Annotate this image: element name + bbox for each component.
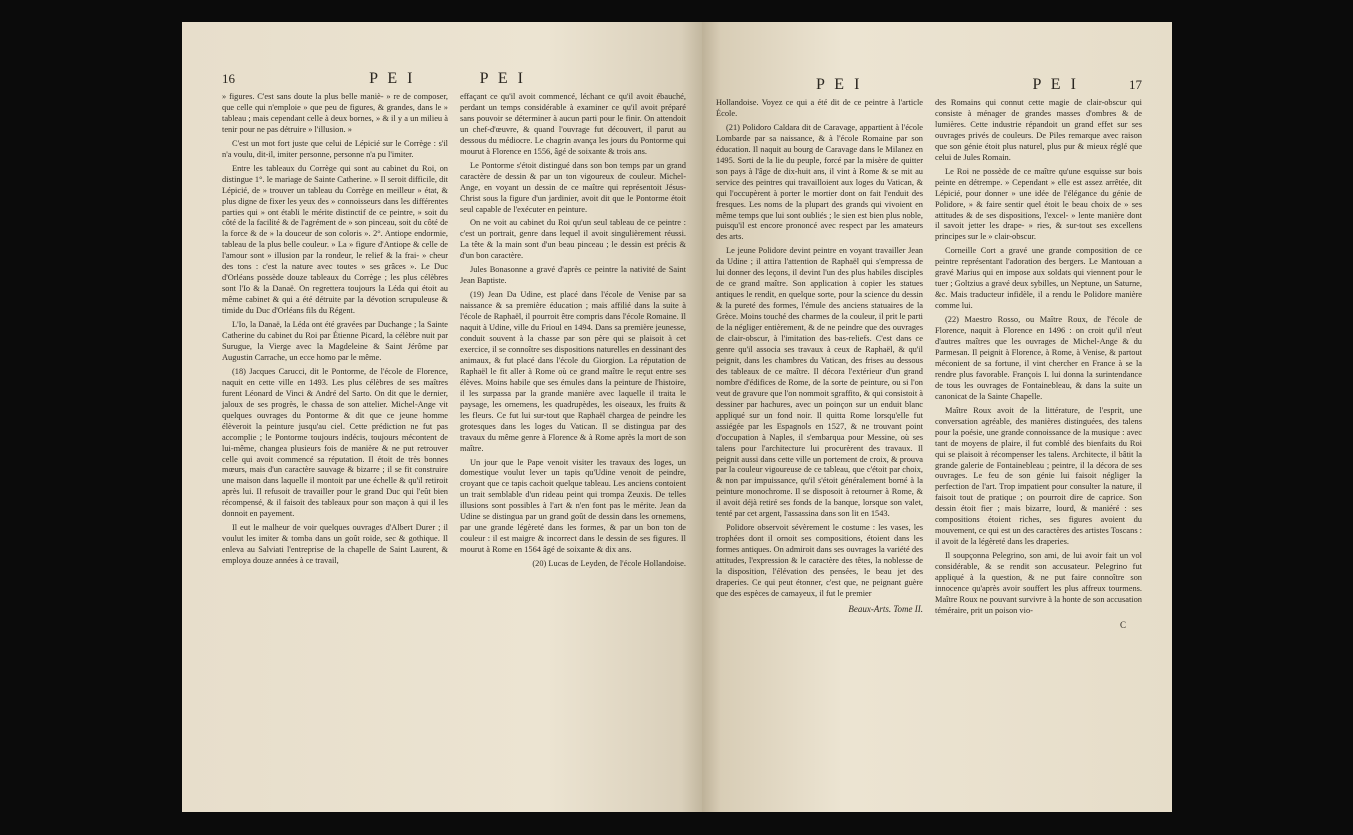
paragraph: (22) Maestro Rosso, ou Maître Roux, de l'école de Florence, naquit à Florence en 1496 : on croit qu'il n'eut d'autres maîtres que les ouvrages de Michel-Ange & du Parmesan. Il peignit à Florence, à Rome, à Venise, & partout méconient de sa fortune, il vint chercher en France à se la rendre plus favorable. François I. lui donna la surintendance de tous les ouvrages de Fontainebleau, & dans la suite un canonicat de la Sainte Chapelle.	[935, 315, 1142, 401]
right-page-columns	[716, 98, 1142, 631]
paragraph: effaçant ce qu'il avoit commencé, léchant ce qu'il avoit ébauché, perdant un temps considérable à examiner ce qu'il avoit préparé sans pouvoir se déterminer à aucun parti pour le finir. On attendoit un chef-d'œuvre, & quand l'ouvrage fut découvert, il parut au dessous du médiocre. Le chagrin avança les jours du Pontorme qui mourut à Florence en 1556, âgé de soixante & trois ans.	[460, 92, 686, 156]
footer-volume-title: Beaux-Arts. Tome II.	[848, 603, 923, 614]
paragraph: des Romains qui connut cette magie de clair-obscur qui consiste à ménager de grandes masses d'ombres & de lumières. Cette industrie répandoit un grand effet sur ses ouvrages privés de couleurs. De Piles remarque avec raison que son génie étoit plus naturel, plus pur & mieux réglé que celui de Jules Romain.	[935, 98, 1142, 162]
right-page	[702, 22, 1172, 812]
running-head-left-b: P E I	[479, 70, 526, 87]
page-number-right: 17	[1129, 77, 1142, 92]
paragraph: » figures. C'est sans doute la plus belle maniè- » re de composer, que celle qui n'emploie » que peu de figures, & grandes, dans le » tableau ; mais cependant celle à deux bornes, » & il y a un milieu à tenir pour ne pas détruire » l'illusion. »	[222, 92, 448, 134]
paragraph: L'Io, la Danaë, la Léda ont été gravées par Duchange ; la Sainte Catherine du cabinet du Roi par Étienne Picard, la célèbre nuit par Surugue, la Vierge avec la Magdeleine & Saint Jérôme par Augustin Carrache, un ecce homo par le même.	[222, 320, 448, 362]
paragraph: (18) Jacques Carucci, dit le Pontorme, de l'école de Florence, naquit en cette ville en 1493. Les plus célèbres de ses maîtres furent Léonard de Vinci & André del Sarto. On dit que le dernier, jaloux de ses progrès, le chassa de son attelier. Michel-Ange vit quelques ouvrages du Pontorme & dit que ce jeune homme élèveroit la peinture jusqu'au ciel. Cette prédiction ne fut pas accomplie ; le Pontorme toujours indécis, toujours mécontent de lui-même, changea plusieurs fois de manière & ne put retrouver celle qui avoit commencé sa réputation. Il étoit de très bonnes mœurs, mais d'un caractère sauvage & bizarre ; il se fit construire une maison dans laquelle il montoit par une échelle & qu'il retiroit après lui. Il refusoit de travailler pour le grand Duc qui l'eût bien récompensé, & il faisoit des tableaux pour son maçon à qui il les donnoit en payement.	[222, 366, 448, 519]
left-column-2	[460, 92, 686, 573]
paragraph: Entre les tableaux du Corrège qui sont au cabinet du Roi, on distingue 1°. le mariage de Sainte Catherine. » Il seroit difficile, dit Lépicié, de » trouver un tableau du Corrège en meilleur » état, & plus digne de fixer les yeux des » connoisseurs dans les différentes parties qui » ont établi le mérite distinctif de ce peintre, » soit du côté de la facilité & de l'agrément de » son pinceau, soit du côté de la force & de » la douceur de son coloris ». 2°. Antiope endormie, tableau de la plus belle couleur. » La » figure d'Antiope & celle de l'amour sont » illusion par la rondeur, le relief & la frai- » cheur des tons : c'est la nature avec toutes » ses grâces ». Le Duc d'Orléans possède douze tableaux du Corrège ; les plus célèbres sont l'Io & la Danaë. On regrettera toujours la Léda qui étoit au même cabinet & qui a été détruite par la dévotion scrupuleuse & timide du Duc d'Orléans fils du Régent.	[222, 163, 448, 316]
paragraph: C'est un mot fort juste que celui de Lépicié sur le Corrège : s'il n'a voulu, dit-il, imiter personne, personne n'a pu l'imiter.	[222, 138, 448, 159]
left-page-columns	[222, 92, 686, 573]
paragraph: Il eut le malheur de voir quelques ouvrages d'Albert Durer ; il voulut les imiter & tomba dans un goût roide, sec & gothique. Il enleva au Salviati l'entreprise de la chapelle de Saint Laurent, & employa douze années à ce travail,	[222, 523, 448, 566]
paragraph: Un jour que le Pape venoit visiter les travaux des loges, un domestique voulut lever un tapis qu'Udine venoit de peindre, croyant que ce tapis cachoit quelque tableau. Les anciens contoient un trait semblable d'un rideau peint qui trompa Zeuxis. De telles illusions sont possibles à l'art & n'en font pas le mérite. Jean da Udine se distingua par un grand goût de dessin dans les ornemens, par une grande légèreté dans les formes, & par un bon ton de couleur : il est maigre & incorrect dans le dessin de ses figures. Il mourut à Rome en 1564 âgé de soixante & dix ans.	[460, 457, 686, 555]
paragraph: Corneille Cort a gravé une grande composition de ce peintre représentant l'adoration des bergers. Le Mantouan a gravé Marius qui en impose aux soldats qui viennent pour le tuer ; Goltzius a gravé deux sybilles, un Neptune, un Saturne, &c. Mais traducteur infidèle, il a rendu le Polidore manière comme lui.	[935, 246, 1142, 311]
right-column-1	[716, 98, 923, 631]
paragraph: Maître Roux avoit de la littérature, de l'esprit, une conversation agréable, des manières distinguées, des talens pour la poésie, une grande connoissance de la musique : avec tant de moyens de plaire, il fut comblé des bienfaits du Roi qui se plaisoit à récompenser les talens. Architecte, il bâtit la grande galerie de Fontainebleau ; peintre, il la décora de ses ouvrages. Le feu de son génie lui faisoit négliger la perfection de l'art. Trop impatient pour consulter la nature, il faisoit tout de pratique ; on pourroit dire de caprice. Son dessin étoit fier ; mais bizarre, lourd, & maniéré : ses compositions étoient riches, ses figures avoient du mouvement, ce qui est un des caractères des artistes Toscans : il avoit de la légèreté dans les draperies.	[935, 405, 1142, 547]
paragraph: (21) Polidoro Caldara dit de Caravage, appartient à l'école Lombarde par sa naissance, & à l'école Romaine par son éducation. Il naquit au bourg de Caravage dans le Milanez en 1495. Sorti de la lie du peuple, forcé par la misère de quitter son pays à l'âge de dix-huit ans, il vint à Rome & se mit au service des peintres qui travailloient aux loges du Vatican, & qui l'occupèrent à porter le mortier dont on fait l'enduit des fresques. Les noms de la plupart des grands qui vivoient en même temps que lui sont oubliés ; le sien est bien plus noble, puisqu'il est encore prononcé avec respect par les amateurs des arts.	[716, 122, 923, 242]
paragraph: Jules Bonasonne a gravé d'après ce peintre la nativité de Saint Jean Baptiste.	[460, 265, 686, 286]
paragraph: Le Pontorme s'étoit distingué dans son bon temps par un grand caractère de dessin & par un ton vigoureux de couleur. Michel-Ange, en voyant un dessin de ce maître qui représentoit Jésus-Christ sous la figure d'un jardinier, avoit dit que le Pontorme étoit seul capable de l'exécuter en peinture.	[460, 160, 686, 214]
paragraph: Hollandoise. Voyez ce qui a été dit de ce peintre à l'article École.	[716, 98, 923, 118]
paragraph: Le jeune Polidore devint peintre en voyant travailler Jean da Udine ; il attira l'attention de Raphaël qui s'empressa de lui donner des leçons, il devint l'un des plus habiles disciples de ce grand maître. Son application à copier les statues antiques le rendit, en quelque sorte, pour la science du dessin & la pureté des formes, l'émule des anciens statuaires de la Grèce. Moins touché des charmes de la couleur, il prit le parti de la négliger entièrement, & de ne peindre que des ouvrages de clair-obscur, à l'imitation des bas-reliefs. C'est dans ce genre qu'il associa ses travaux à ceux de Raphaël, & qu'il peignit, dans les chambres du Vatican, des frises au dessous des tableaux de ce maître. Il décora l'extérieur d'un grand nombre d'édifices de Rome, de la sorte de peinture, ou si l'on veut de gravure que l'on nommoit sgraffito, & qui consistoit à dessiner par hachures, avec un poinçon sur un enduit blanc appliqué sur un fond noir. Il quitta Rome lorsqu'elle fut assiégée par les Espagnols en 1527, & ne trouvant point d'occupation à Naples, il s'embarqua pour Messine, où ses talens pour l'architecture lui procurèrent des travaux. Il peignit aussi dans cette ville un portement de croix, & prouva par la couleur vigoureuse de ce tableau, que c'étoit par choix, & non par impuissance, qu'il s'étoit généralement borné à la peinture monochrome. Il se disposoit à retourner à Rome, & il avoit déjà retiré ses fonds de la banque, lorsque son valet, tenté par cet argent, l'assassina dans son lit en 1543.	[716, 246, 923, 519]
paragraph: (19) Jean Da Udine, est placé dans l'école de Venise par sa naissance & sa première éducation ; mais affilié dans la suite à l'école de Raphaël, il pourroit être compris dans l'école Romaine. Il naquit à Udine, ville du Frioul en 1494. Dans sa première jeunesse, conduit souvent à la chasse par son père qui se plaisoit à cet exercice, il se connoître ses dispositions naturelles en dessinant des animaux, & fut placé dans l'école du Giorgion. La réputation de Raphaël le fit aller à Rome où ce grand maître le reçut entre ses élèves. Moins habile que ses émules dans la peinture de l'histoire, il les surpassa par la grande manière avec laquelle il traita le paysage, les ornemens, les quadrupèdes, les oiseaux, les fruits & les fleurs. Ce fut lui sur-tout que Raphaël chargea de peindre les grotesques dans les loges du Vatican. Il se distingua par des travaux du même genre à Florence & à Rome après la mort de son maître.	[460, 290, 686, 453]
right-page-header	[716, 76, 1142, 94]
right-column-2	[935, 98, 1142, 631]
running-head-right-a: P E I	[816, 76, 863, 93]
left-page-header	[222, 70, 686, 88]
page-number-left: 16	[222, 71, 235, 86]
paragraph: Polidore observoit sévèrement le costume : les vases, les trophées dont il ornoit ses compositions, étoient dans les formes antiques. On admiroit dans ses ouvrages la variété des attitudes, l'expression & le caractère des têtes, la noblesse de la disposition, l'élévation des pensées, le beau jet des draperies. Ce qui peut étonner, c'est que, ne peignant guère que des espèces de camayeux, il fut le premier	[716, 523, 923, 598]
paragraph: Il soupçonna Pelegrino, son ami, de lui avoir fait un vol considérable, & se rendit son accusateur. Pelegrino fut appliqué à la question, & ne put faire connoître son innocence qu'après avoir souffert les plus affreux tourmens. Maître Roux ne pouvant survivre à la honte de son accusation téméraire, prit un poison vio-	[935, 551, 1142, 615]
book-spread	[182, 22, 1172, 812]
left-column-1	[222, 92, 448, 573]
left-page	[182, 22, 702, 812]
paragraph: (20) Lucas de Leyden, de l'école Hollandoise.	[532, 559, 686, 569]
paragraph: Le Roi ne possède de ce maître qu'une esquisse sur bois peinte en détrempe. » Cependant » elle est assez arrêtée, dit Lépicié, pour donner » une idée de l'élégance du génie de Polidore, » & faire sentir quel étoit le beau choix de » ses attitudes & de ses dispositions, l'excel- » lente manière dont il savoit jetter les drape- » ries, & sur-tout ses excellens principes sur le » clair-obscur.	[935, 166, 1142, 242]
running-head-right-b: P E I	[1032, 76, 1079, 93]
paragraph: On ne voit au cabinet du Roi qu'un seul tableau de ce peintre : c'est un portrait, genre dans lequel il avoit singulièrement réussi. La tête & la main sont d'un beau pinceau ; le dessin est précis & d'un bon caractère.	[460, 218, 686, 261]
running-head-left-a: P E I	[369, 70, 416, 87]
signature-mark: C	[1119, 619, 1126, 630]
